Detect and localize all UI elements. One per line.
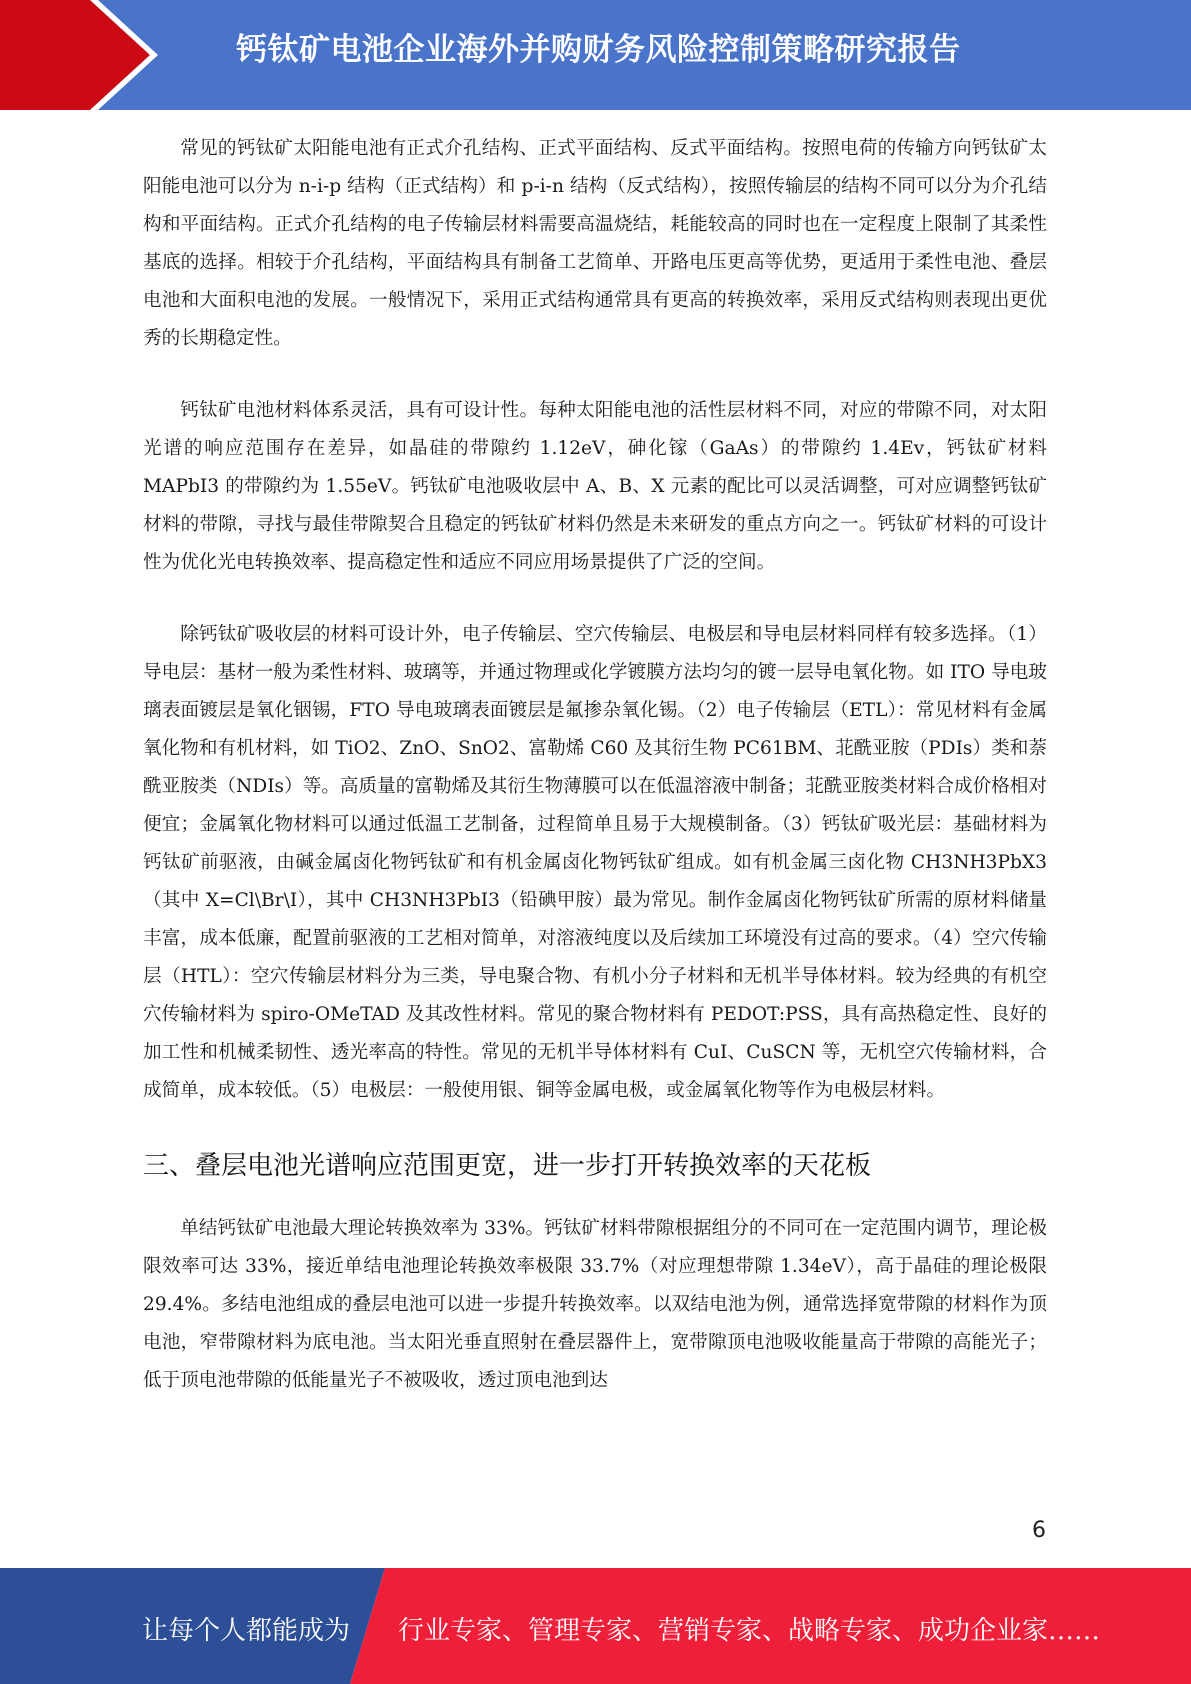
footer-slogan-right: 行业专家、管理专家、营销专家、战略专家、成功企业家…… (398, 1616, 1101, 1646)
paragraph-tandem-efficiency: 单结钙钛矿电池最大理论转换效率为 33%。钙钛矿材料带隙根据组分的不同可在一定范围内调节，理论极限效率可达 33%，接近单结电池理论转换效率极限 33.7%（对应理想带隙 1.34eV），高于晶硅的理论极限 29.4%。多结电池组成的叠层电池可以进一步提升转换效率。以双结电池为例，通常选择宽带隙的材料作为顶电池，窄带隙材料为底电池。当太阳光垂直照射在叠层器件上，宽带隙顶电池吸收能量高于带隙的高能光子；低于顶电池带隙的低能量光子不被吸收，透过顶电池到达 (143, 1218, 1047, 1391)
section-heading: 三、叠层电池光谱响应范围更宽，进一步打开转换效率的天花板 (143, 1151, 872, 1181)
document-title: 钙钛矿电池企业海外并购财务风险控制策略研究报告 (236, 32, 961, 68)
main-content (143, 130, 1047, 1434)
page-number: 6 (1032, 1518, 1046, 1543)
paragraph-material-design: 钙钛矿电池材料体系灵活，具有可设计性。每种太阳能电池的活性层材料不同，对应的带隙不同，对太阳光谱的响应范围存在差异，如晶硅的带隙约 1.12eV，砷化镓（GaAs）的带隙约 1.4Ev，钙钛矿材料 MAPbI3 的带隙约为 1.55eV。钙钛矿电池吸收层中 A、B、X 元素的配比可以灵活调整，可对应调整钙钛矿材料的带隙，寻找与最佳带隙契合且稳定的钙钛矿材料仍然是未来研发的重点方向之一。钙钛矿材料的可设计性为优化光电转换效率、提高稳定性和适应不同应用场景提供了广泛的空间。 (143, 400, 1047, 573)
page-header (0, 0, 1191, 110)
paragraph-layer-materials: 除钙钛矿吸收层的材料可设计外，电子传输层、空穴传输层、电极层和导电层材料同样有较多选择。（1）导电层：基材一般为柔性材料、玻璃等，并通过物理或化学镀膜方法均匀的镀一层导电氧化物。如 ITO 导电玻璃表面镀层是氧化铟锡，FTO 导电玻璃表面镀层是氟掺杂氧化锡。（2）电子传输层（ETL）：常见材料有金属氧化物和有机材料，如 TiO2、ZnO、SnO2、富勒烯 C60 及其衍生物 PC61BM、苝酰亚胺（PDIs）类和萘酰亚胺类（NDIs）等。高质量的富勒烯及其衍生物薄膜可以在低温溶液中制备；苝酰亚胺类材料合成价格相对便宜；金属氧化物材料可以通过低温工艺制备，过程简单且易于大规模制备。（3）钙钛矿吸光层：基础材料为钙钛矿前驱液，由碱金属卤化物钙钛矿和有机金属卤化物钙钛矿组成。如有机金属三卤化物 CH3NH3PbX3（其中 X=Cl\Br\I），其中 CH3NH3PbI3（铅碘甲胺）最为常见。制作金属卤化物钙钛矿所需的原材料储量丰富，成本低廉，配置前驱液的工艺相对简单，对溶液纯度以及后续加工环境没有过高的要求。（4）空穴传输层（HTL）：空穴传输层材料分为三类，导电聚合物、有机小分子材料和无机半导体材料。较为经典的有机空穴传输材料为 spiro-OMeTAD 及其改性材料。常见的聚合物材料有 PEDOT:PSS，具有高热稳定性、良好的加工性和机械柔韧性、透光率高的特性。常见的无机半导体材料有 CuI、CuSCN 等，无机空穴传输材料，合成简单，成本较低。（5）电极层：一般使用银、铜等金属电极，或金属氧化物等作为电极层材料。 (143, 624, 1047, 1101)
page-footer (0, 1568, 1191, 1684)
footer-slogan-left: 让每个人都能成为 (142, 1616, 351, 1646)
paragraph-structure: 常见的钙钛矿太阳能电池有正式介孔结构、正式平面结构、反式平面结构。按照电荷的传输方向钙钛矿太阳能电池可以分为 n-i-p 结构（正式结构）和 p-i-n 结构（反式结构），按照传输层的结构不同可以分为介孔结构和平面结构。正式介孔结构的电子传输层材料需要高温烧结，耗能较高的同时也在一定程度上限制了其柔性基底的选择。相较于介孔结构，平面结构具有制备工艺简单、开路电压更高等优势，更适用于柔性电池、叠层电池和大面积电池的发展。一般情况下，采用正式结构通常具有更高的转换效率，采用反式结构则表现出更优秀的长期稳定性。 (143, 138, 1047, 349)
